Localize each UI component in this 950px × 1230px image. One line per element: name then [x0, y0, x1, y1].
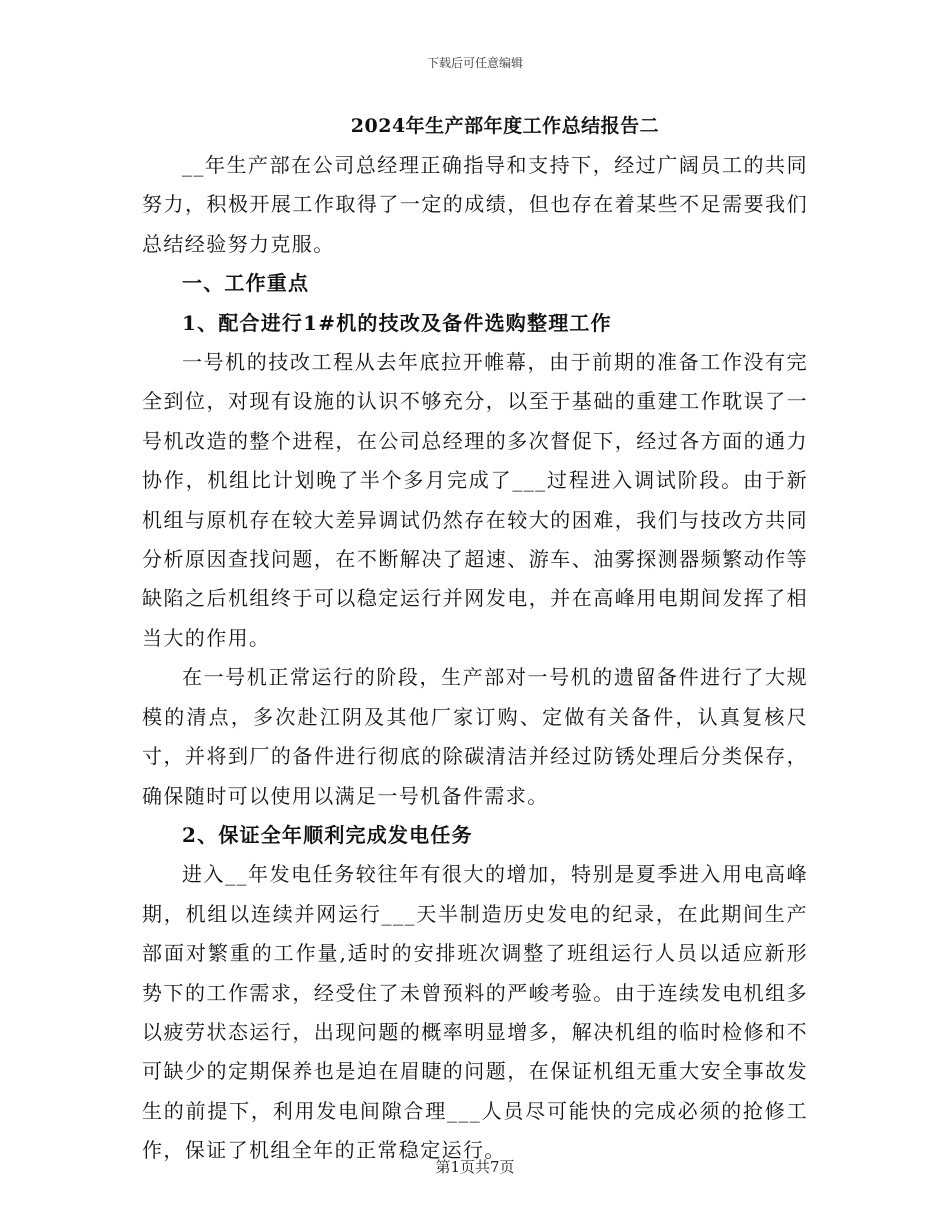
header-note: 下载后可任意编辑 [426, 56, 523, 70]
subsection-2-paragraph-1: 进入__年发电任务较往年有很大的增加，特别是夏季进入用电高峰期，机组以连续并网运行___天半制造历史发电的纪录，在此期间生产部面对繁重的工作量,适时的安排班次调整了班组运行人员以适应新形势下的工作需求，经受住了未曾预料的严峻考验。由于连续发电机组多以疲劳状态运行，出现问题的概率明显增多，解决机组的临时检修和不可缺少的定期保养也是迫在眉睫的问题，在保证机组无重大安全事故发生的前提下，利用发电间隙合理___人员尽可能快的完成必须的抢修工作，保证了机组全年的正常稳定运行。 [142, 862, 808, 1163]
subsection-heading-1: 1、配合进行1#机的技改及备件选购整理工作 [182, 310, 612, 335]
section-heading-work-focus: 一、工作重点 [182, 271, 310, 296]
document-title: 2024年生产部年度工作总结报告二 [350, 115, 660, 137]
subsection-1-paragraph-1: 一号机的技改工程从去年底拉开帷幕，由于前期的准备工作没有完全到位，对现有设施的认识不够充分，以至于基础的重建工作耽误了一号机改造的整个进程，在公司总经理的多次督促下，经过各方面的通力协作，机组比计划晚了半个多月完成了___过程进入调试阶段。由于新机组与原机存在较大差异调试仍然存在较大的困难，我们与技改方共同分析原因查找问题，在不断解决了超速、游车、油雾探测器频繁动作等缺陷之后机组终于可以稳定运行并网发电，并在高峰用电期间发挥了相当大的作用。 [142, 350, 808, 650]
page-number: 第1页共7页 [435, 1158, 515, 1176]
intro-paragraph: __年生产部在公司总经理正确指导和支持下，经过广阔员工的共同努力，积极开展工作取得了一定的成绩，但也存在着某些不足需要我们总结经验努力克服。 [142, 153, 808, 256]
subsection-1-paragraph-2: 在一号机正常运行的阶段，生产部对一号机的遗留备件进行了大规模的清点，多次赴江阴及其他厂家订购、定做有关备件，认真复核尺寸，并将到厂的备件进行彻底的除碳清洁并经过防锈处理后分类保存，确保随时可以使用以满足一号机备件需求。 [142, 665, 808, 808]
subsection-heading-2: 2、保证全年顺利完成发电任务 [182, 822, 473, 847]
document-body [142, 106, 808, 1171]
